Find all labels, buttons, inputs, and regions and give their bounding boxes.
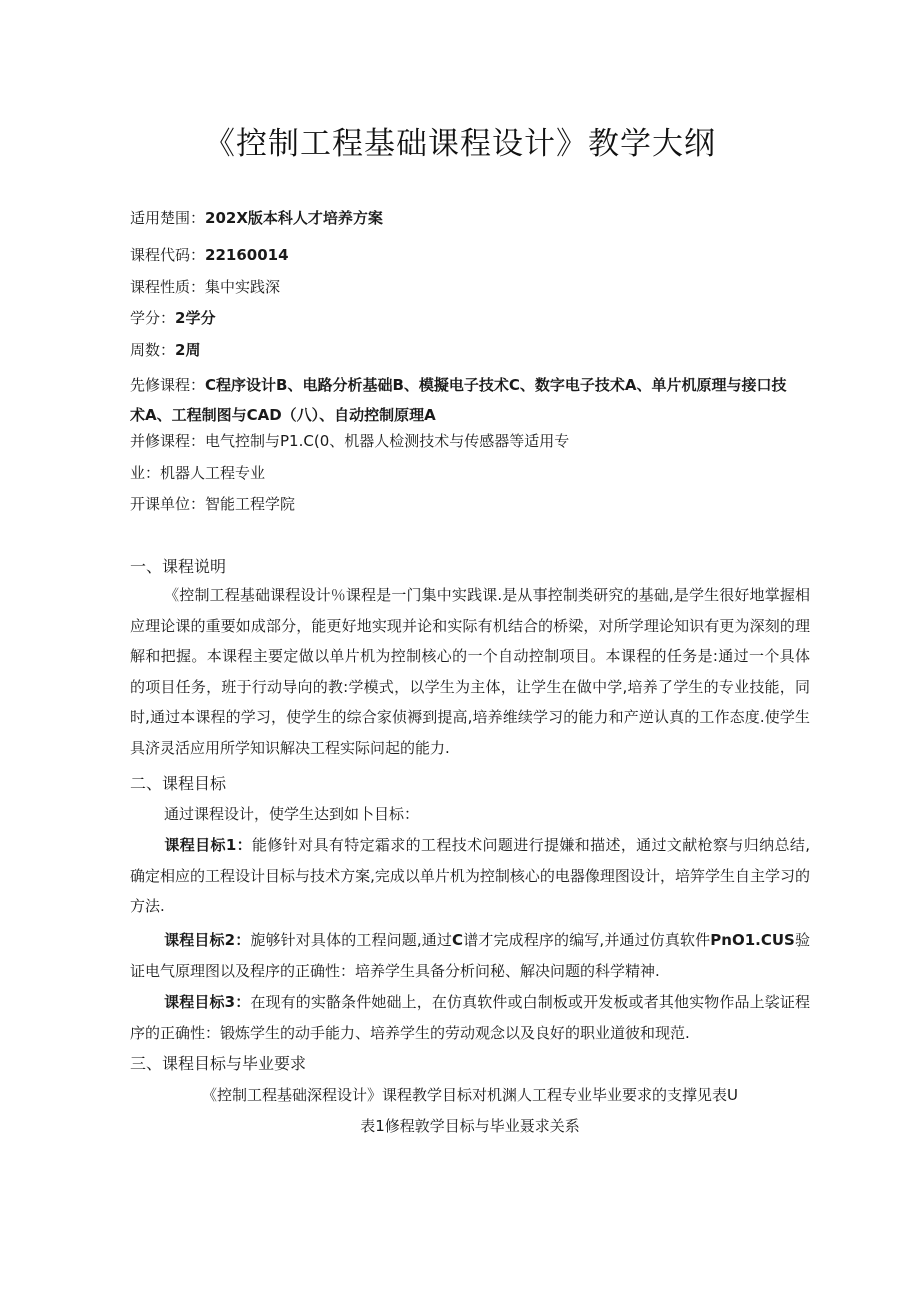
course-code-line — [130, 245, 810, 265]
section1-heading: 一、课程说明 — [130, 557, 227, 576]
goal2-label: 课程目标2： — [164, 931, 251, 949]
section1-paragraph — [130, 580, 810, 763]
weeks-line — [130, 340, 810, 360]
unit-line — [130, 494, 810, 514]
course-nature-value: 集中实践深 — [205, 278, 281, 296]
credit-label: 学分： — [130, 309, 176, 327]
goal3-label: 课程目标3： — [164, 993, 251, 1011]
unit-label: 开课单位： — [130, 495, 206, 513]
goal1-text: 能修针对具有特定霜求的工程技术问题进行提嫌和描述，通过文献枪察与归纳总结, 确定相应的工程设计目标与技术方案,完成以单片机为控制核心的电器像理图设计，培笄学生自主学习的方法. — [130, 836, 810, 915]
scope-label: 适用楚围： — [130, 209, 206, 227]
major-label: 业： — [130, 464, 161, 482]
goal2-c-language: C — [452, 931, 464, 949]
goal3-text: 在现有的实骼条件她础上，在仿真软件或白制板或开发板或者其他实物作品上裟证程序的正确性：锻炼学生的动手能力、培养学生的劳动观念以及良好的职业道彼和现范. — [130, 993, 810, 1042]
prerequisite-line2: 术A、工程制图与CAD（八）、自动控制原理A — [130, 406, 436, 424]
unit-value: 智能工程学院 — [205, 495, 296, 513]
section2-intro — [130, 799, 810, 830]
goal1-label: 课程目标1： — [164, 836, 253, 854]
goal2-software-name: PnO1.CUS — [710, 931, 795, 949]
section2-intro-text: 通过课程设计，使学生达到如卜目标： — [164, 805, 420, 823]
section3-support-line: 《控制工程基础深程设计》课程教学目标对机渊人工程专业毕业要求的支撑见表U — [202, 1086, 738, 1104]
weeks-label: 周数： — [130, 341, 176, 359]
credit-line — [130, 308, 810, 328]
prerequisite-line1: C程序设计B、电路分析基础B、模擬电子技术C、数字电子技术A、单片机原理与接口技 — [205, 376, 787, 394]
credit-value: 2学分 — [175, 309, 216, 327]
section1-text: 《控制工程基础课程设计％课程是一门集中实践课.是从事控制类研究的基础,是学生很好地掌握相应理论课的重要如成部分，能更好地实现并论和实际有机结合的桥梁，对所学理论知识有更为深刻的理解和把握。本课程主要定做以单片机为控制核心的一个自动控制项目。本课程的任务是:通过一个具体的项目任务，班于行动导向的教:学模式，以学生为主体，让学生在做中学,培养了学生的专业技能，同时,通过本课程的学习，使学生的综合家侦褥到提高,培养维续学习的能力和产逆认真的工作态度.使学生具济灵活应用所学知识解决工程实际问起的能力. — [130, 586, 810, 757]
goal1-paragraph — [130, 830, 810, 922]
section3-heading: 三、课程目标与毕业要求 — [130, 1054, 307, 1073]
weeks-value: 2周 — [175, 341, 201, 359]
prerequisite-label: 先修课程： — [130, 376, 206, 394]
corequisite-label: 并修课程： — [130, 432, 206, 450]
goal2-text-b: 谱才完成程序的编写,并通过仿真软件 — [463, 931, 711, 949]
table1-caption: 表1修程敦学目标与毕业聂求关系 — [360, 1117, 580, 1135]
prerequisite-block — [130, 370, 810, 430]
corequisite-line — [130, 431, 810, 451]
course-nature-line — [130, 277, 810, 297]
scope-value: 202X版本科人才培养方案 — [205, 209, 383, 227]
document-title: 《控制工程基础课程设计》教学大纲 — [204, 126, 716, 162]
section2-heading: 二、课程目标 — [130, 774, 227, 793]
goal2-text-a: 旎够针对具体的工程问题,通过 — [250, 931, 453, 949]
corequisite-value: 电气控制与P1.C(0、机器人检测技术与传感器等适用专 — [205, 432, 570, 450]
goal2-text-c: 验证电气原理图以及程序的正确性：培养学生具备分析问秘、解决问题的科学精神. — [130, 931, 810, 980]
course-code-label: 课程代码： — [130, 246, 206, 264]
goal3-paragraph — [130, 987, 810, 1048]
course-code-value: 22160014 — [205, 246, 289, 264]
scope-line — [130, 208, 810, 228]
goal2-paragraph — [130, 925, 810, 986]
major-line — [130, 463, 810, 483]
course-nature-label: 课程性质： — [130, 278, 206, 296]
major-value: 机器人工程专业 — [160, 464, 266, 482]
